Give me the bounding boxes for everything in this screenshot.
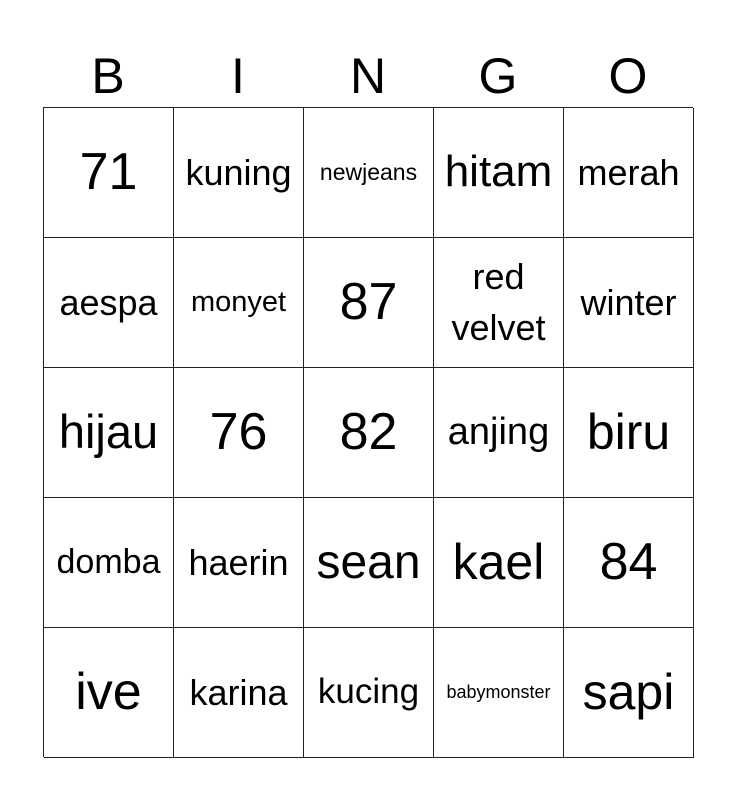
bingo-cell[interactable] (564, 238, 694, 368)
cell-text: domba (56, 542, 161, 581)
bingo-cell[interactable] (564, 108, 694, 238)
bingo-cell[interactable] (434, 368, 564, 498)
bingo-cell[interactable] (44, 368, 174, 498)
cell-text: haerin (188, 541, 289, 583)
cell-text: merah (577, 151, 680, 193)
bingo-cell[interactable] (434, 628, 564, 758)
bingo-board (43, 107, 693, 757)
bingo-cell[interactable] (434, 498, 564, 628)
bingo-cell[interactable] (304, 108, 434, 238)
bingo-cell[interactable] (304, 238, 434, 368)
cell-text: kuning (185, 151, 292, 193)
cell-text: anjing (447, 410, 550, 453)
bingo-cell[interactable] (564, 628, 694, 758)
cell-text: sean (316, 535, 421, 589)
cell-text: 87 (339, 272, 398, 331)
bingo-cell[interactable] (174, 238, 304, 368)
bingo-cell[interactable] (44, 108, 174, 238)
header-letter-i: I (231, 48, 245, 104)
cell-text: monyet (190, 285, 287, 318)
header-letter-o: O (608, 48, 648, 104)
cell-text: kael (452, 533, 545, 590)
cell-text: hitam (444, 147, 553, 197)
cell-text: newjeans (319, 159, 418, 186)
bingo-cell[interactable] (44, 498, 174, 628)
cell-text: biru (586, 403, 671, 460)
cell-text: babymonster (446, 682, 551, 703)
cell-text: red velvet (451, 256, 546, 348)
bingo-cell[interactable] (434, 108, 564, 238)
bingo-cell[interactable] (174, 498, 304, 628)
bingo-header (43, 44, 693, 108)
bingo-cell[interactable] (174, 108, 304, 238)
cell-text: hijau (58, 405, 159, 459)
header-letter-g: G (478, 48, 518, 104)
bingo-cell[interactable] (44, 628, 174, 758)
header-letter-b: B (91, 48, 125, 104)
cell-text: kucing (317, 672, 420, 712)
bingo-cell[interactable] (304, 498, 434, 628)
cell-text: sapi (582, 663, 675, 720)
cell-text: 84 (599, 532, 658, 591)
bingo-cell[interactable] (304, 368, 434, 498)
cell-text: 82 (339, 402, 398, 461)
bingo-cell[interactable] (174, 368, 304, 498)
cell-text: 71 (79, 142, 138, 201)
cell-text: 76 (209, 402, 268, 461)
cell-text: ive (75, 662, 142, 721)
cell-text: winter (580, 281, 677, 323)
cell-text: aespa (59, 281, 158, 323)
cell-text: karina (189, 671, 288, 713)
header-letter-n: N (349, 48, 387, 104)
bingo-cell[interactable] (564, 498, 694, 628)
bingo-cell[interactable] (434, 238, 564, 368)
bingo-cell[interactable] (44, 238, 174, 368)
bingo-cell[interactable] (304, 628, 434, 758)
bingo-cell[interactable] (564, 368, 694, 498)
bingo-cell[interactable] (174, 628, 304, 758)
